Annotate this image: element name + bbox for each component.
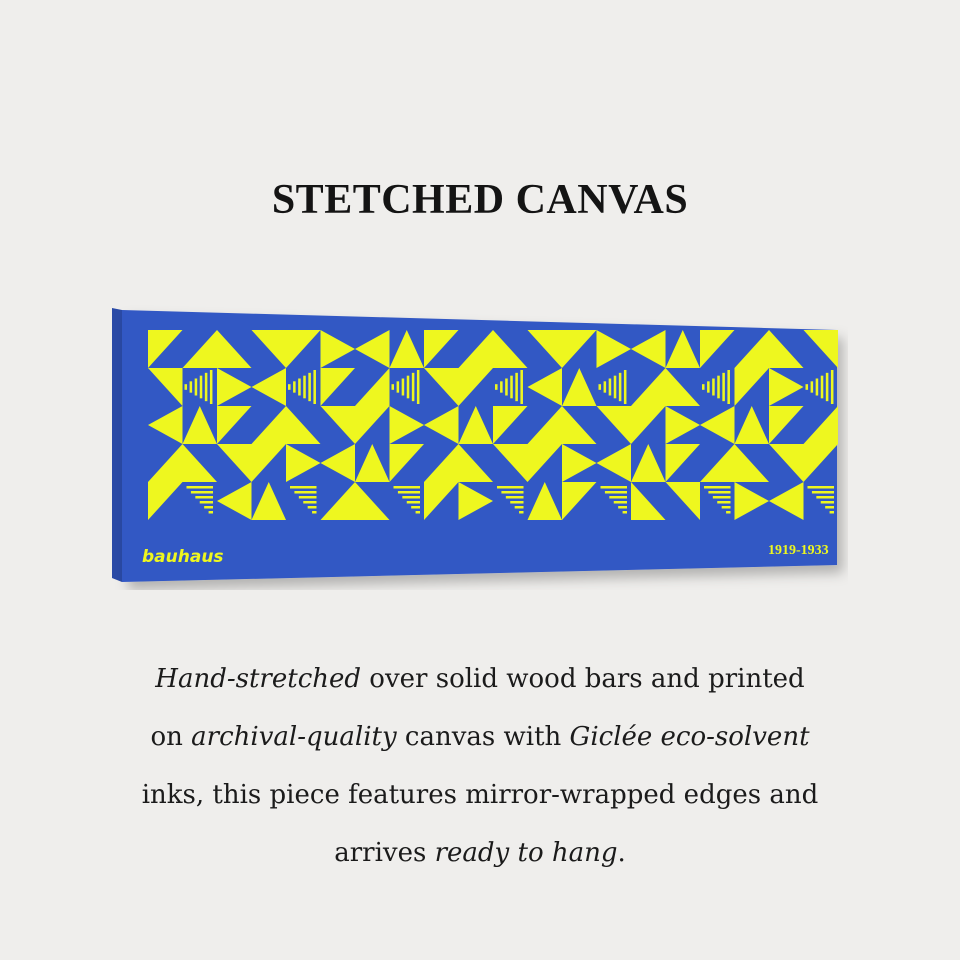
pattern-stripe	[200, 501, 213, 504]
description-emphasis: Hand-stretched	[155, 664, 362, 694]
pattern-stripe	[618, 506, 627, 509]
pattern-stripe	[312, 511, 316, 514]
pattern-stripe	[825, 506, 834, 509]
pattern-stripe	[614, 376, 617, 399]
description-line-4	[60, 824, 900, 882]
pattern-stripe	[717, 376, 720, 399]
artwork-svg	[112, 300, 848, 590]
description-line-1	[60, 650, 900, 708]
pattern-stripe	[290, 486, 317, 489]
pattern-stripe	[288, 384, 291, 390]
pattern-stripe	[298, 379, 301, 396]
pattern-stripe	[497, 486, 524, 489]
description-line-3	[60, 766, 900, 824]
pattern-stripe	[623, 511, 627, 514]
pattern-stripe	[811, 381, 814, 392]
pattern-stripe	[519, 511, 523, 514]
pattern-stripe	[599, 384, 602, 390]
pattern-stripe	[195, 496, 213, 499]
pattern-stripe	[712, 379, 715, 396]
pattern-stripe	[727, 370, 730, 404]
pattern-stripe	[609, 496, 627, 499]
pattern-stripe	[200, 376, 203, 399]
pattern-stripe	[821, 376, 824, 399]
description-text: .	[617, 838, 626, 868]
product-description	[60, 650, 900, 882]
pattern-stripe	[313, 370, 316, 404]
pattern-stripe	[407, 501, 420, 504]
pattern-stripe	[609, 379, 612, 396]
pattern-stripe	[501, 491, 523, 494]
pattern-stripe	[394, 486, 421, 489]
pattern-stripe	[702, 384, 705, 390]
pattern-stripe	[392, 384, 395, 390]
pattern-stripe	[195, 379, 198, 396]
pattern-stripe	[722, 373, 725, 401]
pattern-stripe	[506, 496, 524, 499]
pattern-stripe	[515, 506, 524, 509]
pattern-stripe	[293, 381, 296, 392]
pattern-stripe	[185, 384, 188, 390]
pattern-stripe	[209, 511, 213, 514]
pattern-stripe	[826, 373, 829, 401]
pattern-stripe	[831, 370, 834, 404]
pattern-stripe	[303, 501, 316, 504]
pattern-stripe	[510, 501, 523, 504]
pattern-stripe	[402, 379, 405, 396]
pattern-stripe	[505, 379, 508, 396]
pattern-stripe	[205, 373, 208, 401]
pattern-stripe	[190, 381, 193, 392]
pattern-stripe	[495, 384, 498, 390]
pattern-stripe	[411, 506, 420, 509]
canvas-artwork	[112, 300, 848, 590]
pattern-stripe	[303, 376, 306, 399]
pattern-stripe	[407, 376, 410, 399]
description-emphasis: ready to hang	[434, 838, 618, 868]
pattern-stripe	[294, 491, 316, 494]
pattern-stripe	[520, 370, 523, 404]
brand-label: bauhaus	[142, 547, 224, 567]
pattern-stripe	[808, 486, 835, 489]
description-emphasis: archival-quality	[191, 722, 397, 752]
description-text: arrives	[334, 838, 435, 868]
pattern-stripe	[708, 491, 730, 494]
description-line-2	[60, 708, 900, 766]
pattern-stripe	[398, 491, 420, 494]
pattern-stripe	[605, 491, 627, 494]
pattern-stripe	[816, 496, 834, 499]
pattern-stripe	[417, 370, 420, 404]
pattern-stripe	[187, 486, 214, 489]
pattern-stripe	[204, 506, 213, 509]
pattern-stripe	[308, 373, 311, 401]
pattern-stripe	[806, 384, 809, 390]
description-emphasis: Giclée eco-solvent	[569, 722, 810, 752]
pattern-stripe	[604, 381, 607, 392]
years-label: 1919-1933	[768, 543, 829, 558]
pattern-stripe	[210, 370, 213, 404]
pattern-stripe	[713, 496, 731, 499]
pattern-stripe	[510, 376, 513, 399]
pattern-stripe	[619, 373, 622, 401]
pattern-stripe	[821, 501, 834, 504]
pattern-stripe	[299, 496, 317, 499]
canvas-side-edge	[112, 308, 122, 582]
pattern-stripe	[726, 511, 730, 514]
pattern-stripe	[722, 506, 731, 509]
pattern-stripe	[717, 501, 730, 504]
page-title: STETCHED CANVAS	[271, 177, 689, 223]
pattern-stripe	[500, 381, 503, 392]
pattern-stripe	[707, 381, 710, 392]
pattern-stripe	[624, 370, 627, 404]
pattern-stripe	[402, 496, 420, 499]
pattern-stripe	[812, 491, 834, 494]
description-text: inks, this piece features mirror-wrapped edges and	[141, 780, 819, 810]
pattern-stripe	[397, 381, 400, 392]
description-text: canvas with	[396, 722, 570, 752]
pattern-stripe	[614, 501, 627, 504]
pattern-stripe	[830, 511, 834, 514]
description-text: over solid wood bars and printed	[361, 664, 805, 694]
pattern-stripe	[308, 506, 317, 509]
pattern-stripe	[515, 373, 518, 401]
pattern-stripe	[416, 511, 420, 514]
pattern-stripe	[601, 486, 628, 489]
pattern-stripe	[412, 373, 415, 401]
pattern-stripe	[704, 486, 731, 489]
pattern-stripe	[816, 379, 819, 396]
description-text: on	[150, 722, 192, 752]
pattern-stripe	[191, 491, 213, 494]
